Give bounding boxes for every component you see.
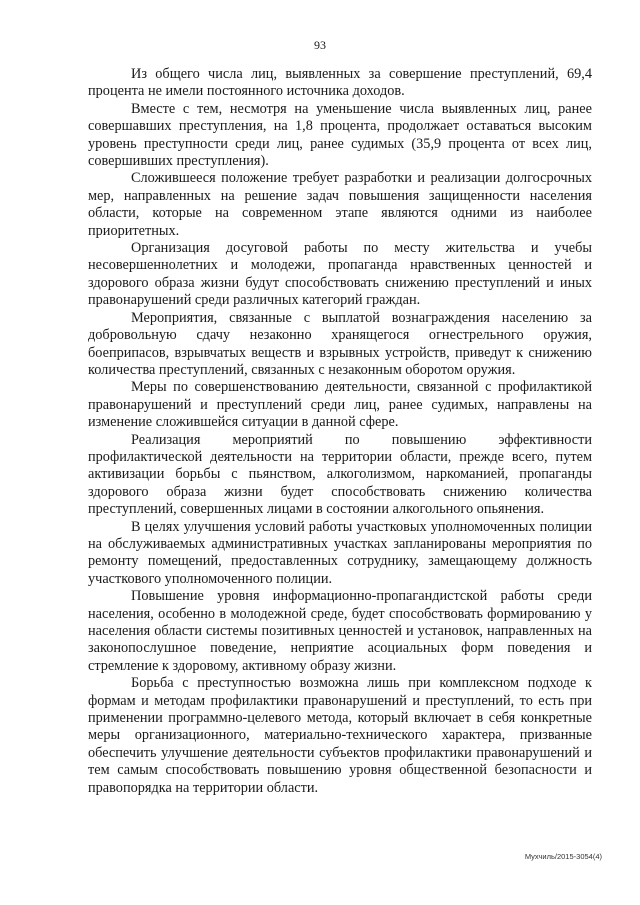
paragraph-2: Вместе с тем, несмотря на уменьшение числа выявленных лиц, ранее совершавших преступления, на 1,8 процента, продолжает оставаться высоким уровень преступности среди лиц, ранее судимых (35,9 процента от всех лиц, совершивших преступления). xyxy=(88,100,592,170)
paragraph-7: Реализация мероприятий по повышению эффективности профилактической деятельности на территории области, прежде всего, путем активизации борьбы с пьянством, алкоголизмом, наркоманией, пропаганды здорового образа жизни будет способствовать снижению количества преступлений, совершенных лицами в состоянии алкогольного опьянения. xyxy=(88,431,592,518)
paragraph-9: Повышение уровня информационно-пропагандистской работы среди населения, особенно в молодежной среде, будет способствовать формированию у населения области системы позитивных ценностей и установок, направленных на законопослушное поведение, неприятие асоциальных форм поведения и стремление к здоровому, активному образу жизни. xyxy=(88,588,592,674)
paragraph-6: Меры по совершенствованию деятельности, связанной с профилактикой правонарушений и преступлений среди лиц, ранее судимых, направлены на изменение сложившейся ситуации в данной сфере. xyxy=(88,379,592,431)
paragraph-1: Из общего числа лиц, выявленных за совершение преступлений, 69,4 процента не имели постоянного источника доходов. xyxy=(88,66,592,100)
paragraph-8: В целях улучшения условий работы участковых уполномоченных полиции на обслуживаемых административных участках запланированы мероприятия по ремонту помещений, предоставленных сотруднику, замещающему должность участкового уполномоченного полиции. xyxy=(88,518,592,587)
paragraph-4: Организация досуговой работы по месту жительства и учебы несовершеннолетних и молодежи, пропаганда нравственных ценностей и здорового образа жизни будут способствовать снижению преступлений и иных правонарушений среди различных категорий граждан. xyxy=(88,240,592,309)
paragraph-10: Борьба с преступностью возможна лишь при комплексном подходе к формам и методам профилактики правонарушений и преступлений, то есть при применении программно-целевого метода, который включает в себя конкретные меры организационного, материально-технического характера, призванные обеспечить улучшение деятельности субъектов профилактики правонарушений и тем самым способствовать повышению уровня общественной безопасности и правопорядка на территории области. xyxy=(88,675,592,796)
paragraph-5: Мероприятия, связанные с выплатой вознаграждения населению за добровольную сдачу незаконно хранящегося огнестрельного оружия, боеприпасов, взрывчатых веществ и взрывных устройств, приведут к снижению количества преступлений, связанных с незаконным оборотом оружия. xyxy=(88,309,592,378)
document-code: Мухчиль/2015-3054(4) xyxy=(524,852,602,861)
body-text xyxy=(88,66,592,797)
paragraph-3: Сложившееся положение требует разработки и реализации долгосрочных мер, направленных на решение задач повышения защищенности населения области, которые на современном этапе являются одними из наиболее приоритетных. xyxy=(88,170,592,239)
page-number: 93 xyxy=(314,38,326,52)
